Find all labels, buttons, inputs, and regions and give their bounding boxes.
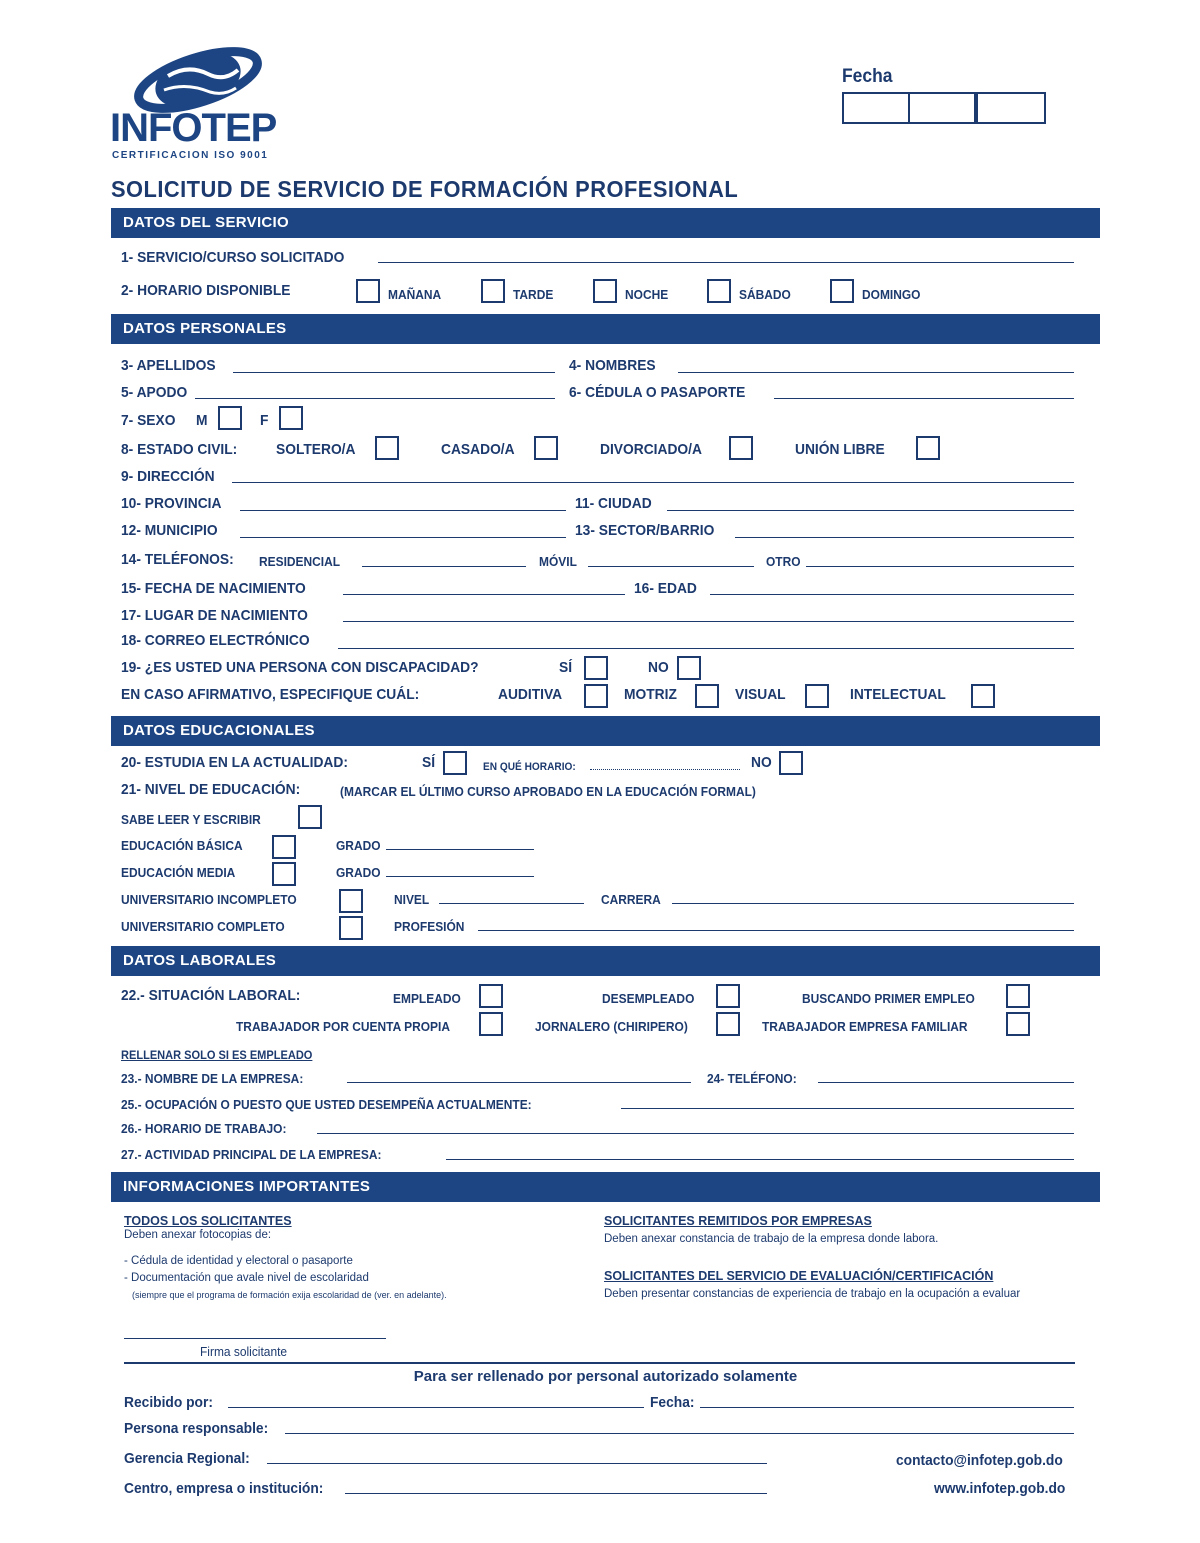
buscando-label: BUSCANDO PRIMER EMPLEO (802, 991, 975, 1006)
basica-grado-field[interactable] (386, 849, 534, 850)
empresa-telefono-label: 24- TELÉFONO: (707, 1071, 797, 1086)
media-label: EDUCACIÓN MEDIA (121, 865, 236, 880)
desempleado-label: DESEMPLEADO (602, 991, 695, 1006)
footer-divider (124, 1362, 1075, 1364)
sector-label: 13- SECTOR/BARRIO (575, 522, 715, 539)
section-title: DATOS EDUCACIONALES (123, 722, 315, 739)
direccion-field[interactable] (232, 482, 1074, 483)
sexo-m-checkbox[interactable] (218, 406, 242, 430)
actividad-field[interactable] (446, 1159, 1074, 1160)
univ-incompleto-checkbox[interactable] (339, 889, 363, 913)
discapacidad-label: 19- ¿ES USTED UNA PERSONA CON DISCAPACIDAD? (121, 659, 479, 676)
auditiva-checkbox[interactable] (584, 684, 608, 708)
section-title: DATOS LABORALES (123, 952, 277, 969)
media-grado-field[interactable] (386, 876, 534, 877)
univ-incompleto-label: UNIVERSITARIO INCOMPLETO (121, 892, 297, 907)
nivel-field[interactable] (439, 903, 584, 904)
movil-label: MÓVIL (539, 554, 577, 569)
firma-label: Firma solicitante (200, 1344, 288, 1359)
buscando-checkbox[interactable] (1006, 984, 1030, 1008)
discapacidad-si-checkbox[interactable] (584, 656, 608, 680)
fecha-day-box[interactable] (842, 92, 910, 124)
responsable-field[interactable] (285, 1433, 1074, 1434)
horario-trabajo-label: 26.- HORARIO DE TRABAJO: (121, 1121, 287, 1136)
municipio-label: 12- MUNICIPIO (121, 522, 218, 539)
lugar-nacimiento-label: 17- LUGAR DE NACIMIENTO (121, 607, 308, 624)
contact-email-link[interactable]: contacto@infotep.gob.do (896, 1452, 1063, 1469)
carrera-label: CARRERA (601, 892, 661, 907)
ocupacion-field[interactable] (621, 1108, 1074, 1109)
divorciado-checkbox[interactable] (729, 436, 753, 460)
estudia-no-checkbox[interactable] (779, 751, 803, 775)
nivel-educacion-note: (MARCAR EL ÚLTIMO CURSO APROBADO EN LA EDUCACIÓN FORMAL) (340, 784, 756, 799)
residencial-label: RESIDENCIAL (259, 554, 341, 569)
nivel-educacion-label: 21- NIVEL DE EDUCACIÓN: (121, 781, 301, 798)
requisito-escolaridad-note: (siempre que el programa de formación exija escolaridad de (ver. en adelante). (132, 1290, 447, 1300)
intelectual-label: INTELECTUAL (850, 686, 946, 703)
section-bar-personales (111, 314, 1100, 344)
centro-field[interactable] (345, 1493, 767, 1494)
discapacidad-no-checkbox[interactable] (677, 656, 701, 680)
univ-completo-checkbox[interactable] (339, 916, 363, 940)
casado-checkbox[interactable] (534, 436, 558, 460)
telefonos-label: 14- TELÉFONOS: (121, 551, 234, 568)
en-que-horario-field[interactable] (590, 769, 740, 770)
fecha-month-box[interactable] (908, 92, 976, 124)
estudia-label: 20- ESTUDIA EN LA ACTUALIDAD: (121, 754, 348, 771)
desempleado-checkbox[interactable] (716, 984, 740, 1008)
otro-field[interactable] (806, 566, 1074, 567)
curso-label: 1- SERVICIO/CURSO SOLICITADO (121, 249, 345, 266)
jornalero-checkbox[interactable] (716, 1012, 740, 1036)
soltero-checkbox[interactable] (375, 436, 399, 460)
empresas-heading: SOLICITANTES REMITIDOS POR EMPRESAS (604, 1214, 872, 1228)
empleado-label: EMPLEADO (393, 991, 461, 1006)
fecha-nacimiento-field[interactable] (343, 594, 625, 595)
horario-trabajo-field[interactable] (317, 1133, 1074, 1134)
sector-field[interactable] (735, 537, 1074, 538)
cedula-field[interactable] (774, 398, 1074, 399)
gerencia-field[interactable] (267, 1463, 767, 1464)
union-libre-label: UNIÓN LIBRE (795, 441, 885, 458)
provincia-field[interactable] (240, 510, 566, 511)
noche-label: NOCHE (625, 287, 669, 302)
section-bar-educacionales (111, 716, 1100, 746)
manana-checkbox[interactable] (356, 279, 380, 303)
media-grado-label: GRADO (336, 865, 381, 880)
horario-label: 2- HORARIO DISPONIBLE (121, 282, 291, 299)
profesion-label: PROFESIÓN (394, 919, 465, 934)
nombres-field[interactable] (678, 372, 1074, 373)
situacion-label: 22.- SITUACIÓN LABORAL: (121, 987, 301, 1004)
section-bar-laborales (111, 946, 1100, 976)
empleado-checkbox[interactable] (479, 984, 503, 1008)
section-bar-informaciones (111, 1172, 1100, 1202)
todos-text: Deben anexar fotocopias de: (124, 1229, 272, 1241)
cedula-label: 6- CÉDULA O PASAPORTE (569, 384, 746, 401)
domingo-label: DOMINGO (862, 287, 921, 302)
lugar-nacimiento-field[interactable] (343, 621, 1074, 622)
recibido-label: Recibido por: (124, 1394, 213, 1411)
requisito-cedula: - Cédula de identidad y electoral o pasaporte (124, 1255, 353, 1267)
municipio-field[interactable] (240, 537, 566, 538)
sabe-leer-checkbox[interactable] (298, 805, 322, 829)
estado-civil-label: 8- ESTADO CIVIL: (121, 441, 238, 458)
sexo-label: 7- SEXO (121, 412, 176, 429)
basica-checkbox[interactable] (272, 835, 296, 859)
recibido-fecha-label: Fecha: (650, 1394, 695, 1411)
website-link[interactable]: www.infotep.gob.do (934, 1480, 1066, 1497)
motriz-label: MOTRIZ (624, 686, 677, 703)
empresas-text: Deben anexar constancia de trabajo de la empresa donde labora. (604, 1233, 939, 1245)
fecha-nacimiento-label: 15- FECHA DE NACIMIENTO (121, 580, 306, 597)
todos-heading: TODOS LOS SOLICITANTES (124, 1214, 292, 1228)
ciudad-field[interactable] (667, 510, 1074, 511)
estudia-si-checkbox[interactable] (443, 751, 467, 775)
empresa-telefono-field[interactable] (818, 1082, 1074, 1083)
certification-label: CERTIFICACION ISO 9001 (112, 150, 269, 161)
responsable-label: Persona responsable: (124, 1420, 269, 1437)
recibido-field[interactable] (228, 1407, 644, 1408)
apodo-label: 5- APODO (121, 384, 188, 401)
visual-checkbox[interactable] (805, 684, 829, 708)
visual-label: VISUAL (735, 686, 786, 703)
ciudad-label: 11- CIUDAD (575, 495, 652, 512)
motriz-checkbox[interactable] (695, 684, 719, 708)
provincia-label: 10- PROVINCIA (121, 495, 222, 512)
jornalero-label: JORNALERO (CHIRIPERO) (535, 1019, 688, 1034)
casado-label: CASADO/A (441, 441, 515, 458)
apellidos-field[interactable] (233, 372, 555, 373)
sabado-label: SÁBADO (739, 287, 791, 302)
tarde-label: TARDE (513, 287, 554, 302)
logo-text: INFOTEP (110, 106, 277, 150)
intelectual-checkbox[interactable] (971, 684, 995, 708)
union-libre-checkbox[interactable] (916, 436, 940, 460)
edad-field[interactable] (710, 594, 1074, 595)
fecha-label: Fecha (842, 66, 893, 87)
evaluacion-heading: SOLICITANTES DEL SERVICIO DE EVALUACIÓN/CERTIFICACIÓN (604, 1269, 994, 1283)
otro-label: OTRO (766, 554, 801, 569)
soltero-label: SOLTERO/A (276, 441, 356, 458)
manana-label: MAÑANA (388, 287, 442, 302)
evaluacion-text: Deben presentar constancias de experiencia de trabajo en la ocupación a evaluar (604, 1288, 1021, 1300)
basica-label: EDUCACIÓN BÁSICA (121, 838, 243, 853)
sabado-checkbox[interactable] (707, 279, 731, 303)
empresa-field[interactable] (347, 1082, 691, 1083)
actividad-label: 27.- ACTIVIDAD PRINCIPAL DE LA EMPRESA: (121, 1147, 382, 1162)
familiar-label: TRABAJADOR EMPRESA FAMILIAR (762, 1019, 968, 1034)
especifique-label: EN CASO AFIRMATIVO, ESPECIFIQUE CUÁL: (121, 686, 420, 703)
en-que-horario-label: EN QUÉ HORARIO: (483, 761, 576, 773)
nivel-label: NIVEL (394, 892, 430, 907)
gerencia-label: Gerencia Regional: (124, 1450, 250, 1467)
noche-checkbox[interactable] (593, 279, 617, 303)
rellenar-empleado-note: RELLENAR SOLO SI ES EMPLEADO (121, 1048, 313, 1062)
direccion-label: 9- DIRECCIÓN (121, 468, 215, 485)
section-title: INFORMACIONES IMPORTANTES (123, 1178, 371, 1195)
curso-field[interactable] (378, 262, 1074, 263)
centro-label: Centro, empresa o institución: (124, 1480, 324, 1497)
apellidos-label: 3- APELLIDOS (121, 357, 216, 374)
univ-completo-label: UNIVERSITARIO COMPLETO (121, 919, 285, 934)
sexo-f-label: F (260, 412, 269, 429)
section-bar-servicio (111, 208, 1100, 238)
auditiva-label: AUDITIVA (498, 686, 563, 703)
autorizado-heading: Para ser rellenado por personal autorizado solamente (413, 1368, 798, 1385)
edad-label: 16- EDAD (634, 580, 697, 597)
section-title: DATOS PERSONALES (123, 320, 287, 337)
estudia-no-label: NO (751, 754, 772, 771)
sabe-leer-label: SABE LEER Y ESCRIBIR (121, 812, 261, 827)
residencial-field[interactable] (362, 566, 526, 567)
requisito-escolaridad: - Documentación que avale nivel de escolaridad (124, 1272, 369, 1284)
movil-field[interactable] (588, 566, 754, 567)
recibido-fecha-field[interactable] (700, 1407, 1074, 1408)
ocupacion-label: 25.- OCUPACIÓN O PUESTO QUE USTED DESEMPEÑA ACTUALMENTE: (121, 1097, 532, 1112)
apodo-field[interactable] (195, 398, 555, 399)
discapacidad-si-label: SÍ (559, 659, 573, 676)
familiar-checkbox[interactable] (1006, 1012, 1030, 1036)
empresa-label: 23.- NOMBRE DE LA EMPRESA: (121, 1071, 304, 1086)
domingo-checkbox[interactable] (830, 279, 854, 303)
estudia-si-label: SÍ (422, 754, 436, 771)
divorciado-label: DIVORCIADO/A (600, 441, 702, 458)
page-title: SOLICITUD DE SERVICIO DE FORMACIÓN PROFESIONAL (111, 176, 739, 202)
sexo-f-checkbox[interactable] (279, 406, 303, 430)
correo-label: 18- CORREO ELECTRÓNICO (121, 632, 310, 649)
profesion-field[interactable] (478, 930, 1074, 931)
discapacidad-no-label: NO (648, 659, 669, 676)
cuenta-propia-checkbox[interactable] (479, 1012, 503, 1036)
infotep-globe-logo (128, 36, 278, 116)
media-checkbox[interactable] (272, 862, 296, 886)
carrera-field[interactable] (672, 903, 1074, 904)
cuenta-propia-label: TRABAJADOR POR CUENTA PROPIA (236, 1019, 450, 1034)
sexo-m-label: M (196, 412, 208, 429)
nombres-label: 4- NOMBRES (569, 357, 656, 374)
correo-field[interactable] (338, 648, 1074, 649)
section-title: DATOS DEL SERVICIO (123, 214, 289, 231)
tarde-checkbox[interactable] (481, 279, 505, 303)
fecha-year-box[interactable] (976, 92, 1046, 124)
basica-grado-label: GRADO (336, 838, 381, 853)
firma-field[interactable] (124, 1338, 386, 1339)
